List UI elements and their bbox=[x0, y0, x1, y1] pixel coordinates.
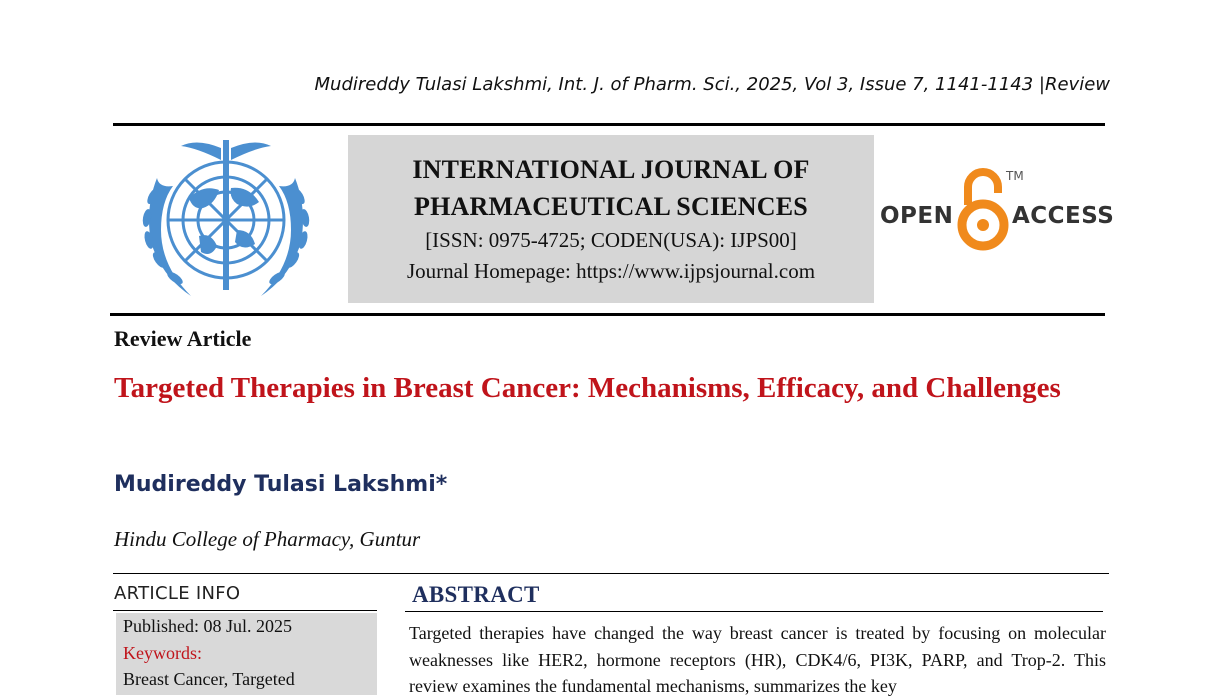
article-info-heading: ARTICLE INFO bbox=[114, 583, 241, 604]
header-rule-bottom bbox=[110, 313, 1105, 316]
open-access-word-access: ACCESS bbox=[1012, 203, 1115, 229]
open-lock-icon bbox=[956, 165, 1010, 251]
article-author[interactable]: Mudireddy Tulasi Lakshmi* bbox=[114, 472, 448, 497]
journal-issn: [ISSN: 0975-4725; CODEN(USA): IJPS00] bbox=[425, 228, 797, 252]
abstract-text: Targeted therapies have changed the way breast cancer is treated by focusing on molecular weaknesses like HER2, hormone receptors (HR), CDK4/6, PI3K, PARP, and Trop-2. This review examines the fundamental mechanisms, summarizes the key bbox=[409, 623, 1106, 696]
trademark-mark: TM bbox=[1006, 169, 1024, 183]
abstract-rule bbox=[405, 611, 1103, 612]
abstract-heading: ABSTRACT bbox=[412, 582, 540, 607]
published-date: Published: 08 Jul. 2025 bbox=[123, 616, 293, 636]
keywords-label: Keywords: bbox=[123, 643, 202, 663]
article-title: Targeted Therapies in Breast Cancer: Mechanisms, Efficacy, and Challenges bbox=[114, 372, 1061, 404]
running-header: Mudireddy Tulasi Lakshmi, Int. J. of Pharm. Sci., 2025, Vol 3, Issue 7, 1141-1143 |Review bbox=[314, 74, 1110, 95]
section-divider bbox=[113, 573, 1109, 574]
journal-homepage[interactable]: Journal Homepage: https://www.ijpsjournal.com bbox=[406, 259, 816, 283]
un-emblem-icon bbox=[127, 138, 325, 306]
header-rule-top bbox=[113, 123, 1105, 126]
journal-header-box bbox=[348, 135, 874, 303]
article-type: Review Article bbox=[114, 326, 252, 351]
keywords-list: Breast Cancer, Targeted bbox=[123, 669, 295, 689]
author-affiliation: Hindu College of Pharmacy, Guntur bbox=[114, 527, 421, 551]
journal-name-line1: INTERNATIONAL JOURNAL OF bbox=[412, 155, 810, 184]
open-access-word-open: OPEN bbox=[880, 203, 954, 229]
open-access-logo bbox=[880, 165, 1115, 255]
article-info-rule bbox=[113, 610, 377, 611]
journal-name-line2: PHARMACEUTICAL SCIENCES bbox=[414, 192, 808, 221]
